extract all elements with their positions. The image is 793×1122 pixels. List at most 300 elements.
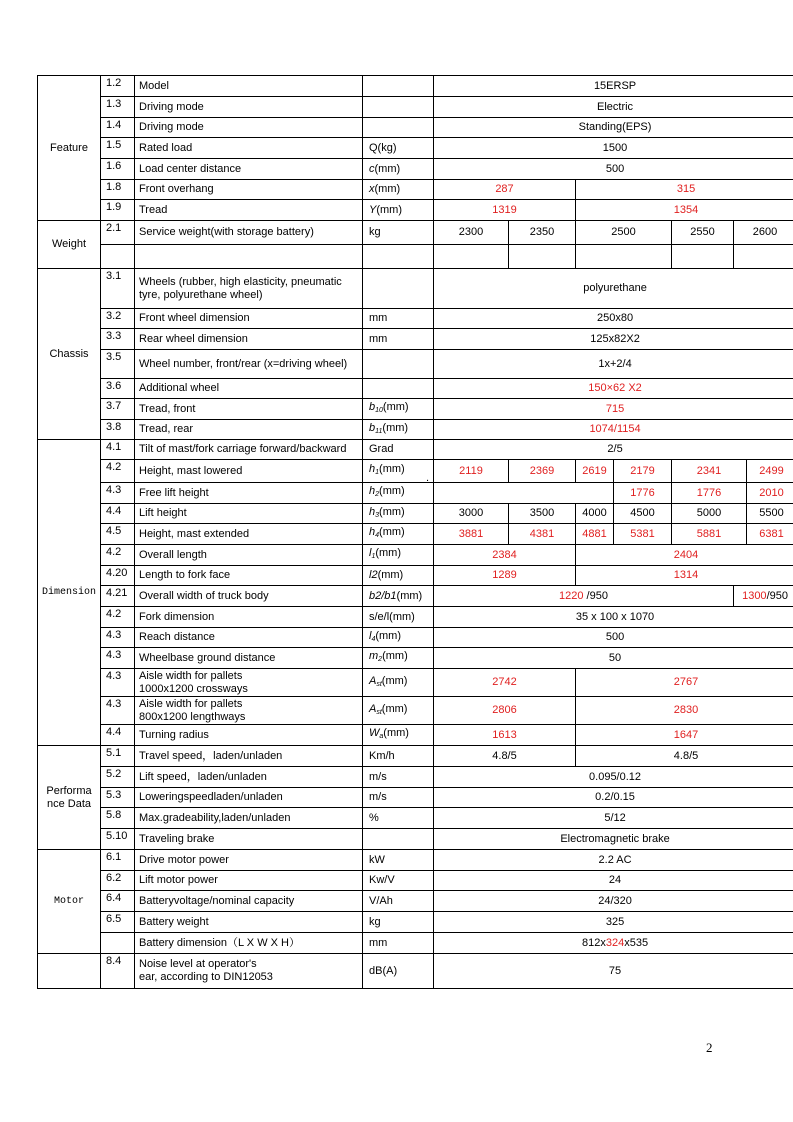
table-row xyxy=(38,871,793,891)
value-cell: 4500 xyxy=(614,504,672,524)
section-empty xyxy=(38,954,101,989)
value-cell: Standing(EPS) xyxy=(434,118,793,138)
item-number: 3.8 xyxy=(101,420,135,440)
value-cell: 2341 xyxy=(672,460,747,483)
item-number: 6.5 xyxy=(101,912,135,933)
unit-cell xyxy=(363,97,434,118)
table-row xyxy=(38,628,793,648)
unit-subscript: st xyxy=(376,708,382,716)
value-cell: 1776 xyxy=(614,483,672,504)
empty-cell xyxy=(363,245,434,269)
item-number: 5.8 xyxy=(101,808,135,829)
unit-suffix: (mm) xyxy=(379,463,405,475)
table-row xyxy=(38,221,793,245)
item-number: 4.2 xyxy=(101,545,135,566)
section-chassis: Chassis xyxy=(38,269,101,440)
item-number: 1.9 xyxy=(101,200,135,221)
unit-cell xyxy=(363,566,434,586)
item-number: 1.4 xyxy=(101,118,135,138)
unit-cell: kg xyxy=(363,912,434,933)
value-cell: 250x80 xyxy=(434,309,793,329)
empty-cell xyxy=(434,245,509,269)
item-number: 4.21 xyxy=(101,586,135,607)
unit-subscript: 11 xyxy=(375,427,383,435)
value-cell: 2119 xyxy=(434,460,509,483)
item-label: Batteryvoltage/nominal capacity xyxy=(135,891,363,912)
empty-cell xyxy=(576,245,672,269)
item-number: 4.3 xyxy=(101,483,135,504)
value-cell: 35 x 100 x 1070 xyxy=(434,607,793,628)
table-row xyxy=(38,829,793,850)
item-label: Model xyxy=(135,76,363,97)
value-cell: 1x+2/4 xyxy=(434,350,793,379)
unit-subscript: 2 xyxy=(375,491,380,498)
unit-cell: m/s xyxy=(363,767,434,788)
unit-subscript: 10 xyxy=(375,407,383,414)
value-cell: 1289 xyxy=(434,566,576,586)
table-row xyxy=(38,138,793,159)
item-label: Height, mast extended xyxy=(135,524,363,545)
item-number: 4.3 xyxy=(101,669,135,697)
table-row xyxy=(38,76,793,97)
value-cell: 1319 xyxy=(434,200,576,221)
unit-suffix: (mm) xyxy=(379,505,405,518)
value-suffix: /950 xyxy=(766,589,788,602)
value-cell: 5381 xyxy=(614,524,672,545)
value-cell: 1776 xyxy=(672,483,747,504)
value-cell: 2806 xyxy=(434,697,576,725)
value-cell: 2300 xyxy=(434,221,509,245)
value-cell: 4881 xyxy=(576,524,614,545)
unit-subscript: 2 xyxy=(378,656,383,663)
item-number: 1.8 xyxy=(101,180,135,200)
item-number: 1.6 xyxy=(101,159,135,180)
table-row xyxy=(38,97,793,118)
table-row xyxy=(38,545,793,566)
item-label: Length to fork face xyxy=(135,566,363,586)
value-cell: 4.8/5 xyxy=(576,746,793,767)
item-number: 3.6 xyxy=(101,379,135,399)
table-row xyxy=(38,912,793,933)
value-cell: 1314 xyxy=(576,566,793,586)
table-row xyxy=(38,697,793,725)
item-label: Tilt of mast/fork carriage forward/backward xyxy=(135,440,363,460)
unit-suffix: (mm) xyxy=(375,547,402,559)
unit-symbol: l xyxy=(369,547,372,559)
value-cell: 1500 xyxy=(434,138,793,159)
item-number: 4.3 xyxy=(101,628,135,648)
empty-cell xyxy=(509,245,576,269)
section-performance: Performa nce Data xyxy=(38,746,101,850)
value-cell: 2010 xyxy=(747,483,793,504)
item-label-line: Aisle width for pallets xyxy=(139,669,243,682)
unit-symbol: b xyxy=(369,421,376,434)
value-cell: polyurethane xyxy=(434,269,793,309)
item-number: 5.10 xyxy=(101,829,135,850)
item-label: Front overhang xyxy=(135,180,363,200)
item-label: Loweringspeedladen/unladen xyxy=(135,788,363,808)
item-label xyxy=(135,669,363,697)
unit-cell xyxy=(363,669,434,697)
table-row xyxy=(38,200,793,221)
item-label: Driving mode xyxy=(135,97,363,118)
table-row xyxy=(38,954,793,989)
table-row xyxy=(38,329,793,350)
value-cell: 2742 xyxy=(434,669,576,697)
unit-suffix: (mm) xyxy=(379,485,405,497)
item-number xyxy=(101,933,135,954)
unit-suffix: (mm) xyxy=(375,629,402,642)
table-row xyxy=(38,350,793,379)
value-cell: Electromagnetic brake xyxy=(434,829,793,850)
value-cell: 2179 xyxy=(614,460,672,483)
item-label: Reach distance xyxy=(135,628,363,648)
table-row xyxy=(38,788,793,808)
value-cell: 5000 xyxy=(672,504,747,524)
unit-suffix: (mm) xyxy=(382,421,409,434)
section-dimension: Dimension xyxy=(38,440,101,746)
unit-cell: kg xyxy=(363,221,434,245)
unit-cell: V/Ah xyxy=(363,891,434,912)
value-cell: 24/320 xyxy=(434,891,793,912)
unit-cell: dB(A) xyxy=(363,954,434,989)
table-row xyxy=(38,808,793,829)
table-row xyxy=(38,933,793,954)
value-cell: 715 xyxy=(434,399,793,420)
unit-symbol: Y xyxy=(369,203,377,216)
unit-cell xyxy=(363,180,434,200)
unit-suffix: (mm) xyxy=(382,401,409,413)
unit-symbol: A xyxy=(369,702,377,715)
unit-suffix: (mm) xyxy=(396,589,423,602)
item-label: Wheels (rubber, high elasticity, pneumatic tyre, polyurethane wheel) xyxy=(135,269,363,309)
unit-cell xyxy=(363,379,434,399)
value-cell: 4.8/5 xyxy=(434,746,576,767)
item-label: Drive motor power xyxy=(135,850,363,871)
unit-symbol: h xyxy=(369,485,376,497)
item-label xyxy=(135,697,363,725)
unit-symbol: b xyxy=(369,401,376,413)
table-row xyxy=(38,767,793,788)
value-cell: Electric xyxy=(434,97,793,118)
unit-subscript: 4 xyxy=(371,635,376,643)
value-cell: 1354 xyxy=(576,200,793,221)
unit-cell xyxy=(363,200,434,221)
unit-cell xyxy=(363,504,434,524)
unit-cell: Q(kg) xyxy=(363,138,434,159)
table-row xyxy=(38,504,793,524)
unit-cell xyxy=(363,460,434,483)
item-number: 4.4 xyxy=(101,504,135,524)
unit-symbol: h xyxy=(369,526,376,538)
item-label-line: 1000x1200 crossways xyxy=(139,682,248,695)
table-row xyxy=(38,399,793,420)
value-cell: 5/12 xyxy=(434,808,793,829)
unit-cell xyxy=(363,545,434,566)
table-row xyxy=(38,420,793,440)
value-cell: 2/5 xyxy=(434,440,793,460)
item-number: 4.1 xyxy=(101,440,135,460)
item-label xyxy=(135,954,363,989)
item-label: Load center distance xyxy=(135,159,363,180)
unit-cell: m/s xyxy=(363,788,434,808)
unit-subscript: 1 xyxy=(371,553,376,560)
value-suffix: x535 xyxy=(624,936,649,949)
unit-symbol: l xyxy=(369,629,372,642)
table-row xyxy=(38,746,793,767)
unit-suffix: (mm) xyxy=(381,702,408,715)
unit-cell: Grad xyxy=(363,440,434,460)
unit-symbol: c xyxy=(369,162,375,175)
item-label: Wheelbase ground distance xyxy=(135,648,363,669)
value-cell: 6381 xyxy=(747,524,793,545)
item-number: 3.1 xyxy=(101,269,135,309)
item-label: Service weight(with storage battery) xyxy=(135,221,363,245)
item-label: Free lift height xyxy=(135,483,363,504)
item-label: Turning radius xyxy=(135,725,363,746)
item-number: 1.5 xyxy=(101,138,135,159)
value-cell: 3000 xyxy=(434,504,509,524)
table-row xyxy=(38,725,793,746)
item-label: Overall width of truck body xyxy=(135,586,363,607)
item-number: 1.3 xyxy=(101,97,135,118)
unit-suffix: (mm) xyxy=(383,727,409,739)
value-cell: 2499 xyxy=(747,460,793,483)
value-cell: 24 xyxy=(434,871,793,891)
item-number: 4.5 xyxy=(101,524,135,545)
unit-suffix: (mm) xyxy=(382,650,408,662)
unit-suffix: (mm) xyxy=(377,569,404,581)
value-cell xyxy=(434,586,734,607)
value-highlight: 1300 xyxy=(742,589,767,602)
item-number: 4.3 xyxy=(101,648,135,669)
unit-cell: % xyxy=(363,808,434,829)
unit-cell xyxy=(363,76,434,97)
table-row xyxy=(38,440,793,460)
item-label: Overall length xyxy=(135,545,363,566)
value-cell: 2830 xyxy=(576,697,793,725)
value-cell: 150×62 X2 xyxy=(434,379,793,399)
unit-suffix: (mm) xyxy=(379,526,405,538)
item-label: Wheel number, front/rear (x=driving wheel) xyxy=(135,350,363,379)
value-cell: 3881 xyxy=(434,524,509,545)
item-label: Max.gradeability,laden/unladen xyxy=(135,808,363,829)
value-cell: 2369 xyxy=(509,460,576,483)
value-cell: 2619 xyxy=(576,460,614,483)
item-number: 6.2 xyxy=(101,871,135,891)
value-cell: 125x82X2 xyxy=(434,329,793,350)
unit-symbol: b2/b1 xyxy=(369,589,397,602)
item-number: 3.7 xyxy=(101,399,135,420)
value-cell: 2600 xyxy=(734,221,793,245)
value-highlight: 1220 xyxy=(559,589,584,602)
item-label: Lift speed，laden/unladen xyxy=(135,767,363,788)
item-label: Tread, rear xyxy=(135,420,363,440)
item-label: Fork dimension xyxy=(135,607,363,628)
empty-cell xyxy=(734,245,793,269)
item-number: 4.20 xyxy=(101,566,135,586)
item-label-line: Aisle width for pallets xyxy=(139,697,243,710)
unit-cell: Km/h xyxy=(363,746,434,767)
unit-cell: mm xyxy=(363,329,434,350)
table-row xyxy=(38,460,793,483)
item-number: 4.2 xyxy=(101,607,135,628)
value-prefix: 812x xyxy=(582,936,606,949)
value-cell: 4000 xyxy=(576,504,614,524)
unit-cell xyxy=(363,159,434,180)
value-cell: 315 xyxy=(576,180,793,200)
item-label-line: ear, according to DIN12053 xyxy=(139,971,273,983)
unit-subscript: a xyxy=(379,733,384,740)
item-label: Height, mast lowered xyxy=(135,460,363,483)
value-cell: 50 xyxy=(434,648,793,669)
spec-table xyxy=(37,75,793,989)
unit-cell xyxy=(363,628,434,648)
value-cell: 75 xyxy=(434,954,793,989)
item-number: 4.3 xyxy=(101,697,135,725)
unit-cell xyxy=(363,829,434,850)
unit-subscript: st xyxy=(376,680,382,688)
table-row xyxy=(38,586,793,607)
unit-cell xyxy=(363,524,434,545)
unit-cell: mm xyxy=(363,309,434,329)
table-row xyxy=(38,159,793,180)
item-label: Battery weight xyxy=(135,912,363,933)
value-suffix: /950 xyxy=(583,589,608,602)
item-number: 1.2 xyxy=(101,76,135,97)
item-label: Travel speed，laden/unladen xyxy=(135,746,363,767)
value-cell: 3500 xyxy=(509,504,576,524)
item-number: 3.2 xyxy=(101,309,135,329)
unit-cell: mm xyxy=(363,933,434,954)
unit-cell: kW xyxy=(363,850,434,871)
item-label: Rated load xyxy=(135,138,363,159)
stray-dot: . xyxy=(426,472,430,484)
unit-cell xyxy=(363,399,434,420)
empty-cell xyxy=(672,245,734,269)
value-cell: 2404 xyxy=(576,545,793,566)
unit-subscript: 4 xyxy=(375,532,380,539)
value-cell: 0.095/0.12 xyxy=(434,767,793,788)
table-row xyxy=(38,379,793,399)
value-cell: 2550 xyxy=(672,221,734,245)
unit-cell xyxy=(363,725,434,746)
item-label: Tread xyxy=(135,200,363,221)
table-row xyxy=(38,669,793,697)
table-row xyxy=(38,648,793,669)
item-number: 6.4 xyxy=(101,891,135,912)
section-feature: Feature xyxy=(38,76,101,221)
unit-cell xyxy=(363,420,434,440)
unit-cell xyxy=(363,586,434,607)
item-label-line: Noise level at operator's xyxy=(139,958,257,970)
unit-subscript: 1 xyxy=(375,469,380,476)
value-cell xyxy=(434,933,793,954)
item-number: 8.4 xyxy=(101,954,135,989)
table-row xyxy=(38,118,793,138)
value-highlight: 324 xyxy=(605,936,625,949)
table-row xyxy=(38,269,793,309)
unit-cell xyxy=(363,269,434,309)
value-cell: 15ERSP xyxy=(434,76,793,97)
unit-cell xyxy=(363,483,434,504)
page-number: 2 xyxy=(706,1040,713,1055)
table-row xyxy=(38,566,793,586)
value-cell: 2384 xyxy=(434,545,576,566)
unit-symbol: l2 xyxy=(369,569,378,581)
item-label: Tread, front xyxy=(135,399,363,420)
item-label: Front wheel dimension xyxy=(135,309,363,329)
item-number: 5.3 xyxy=(101,788,135,808)
item-number: 6.1 xyxy=(101,850,135,871)
value-cell: 500 xyxy=(434,628,793,648)
unit-symbol: A xyxy=(369,674,377,687)
table-row xyxy=(38,180,793,200)
unit-cell xyxy=(363,697,434,725)
value-cell: 287 xyxy=(434,180,576,200)
table-row xyxy=(38,891,793,912)
value-cell: 0.2/0.15 xyxy=(434,788,793,808)
item-label: Additional wheel xyxy=(135,379,363,399)
section-weight: Weight xyxy=(38,221,101,269)
unit-suffix: (mm) xyxy=(376,203,402,216)
value-cell: 500 xyxy=(434,159,793,180)
value-cell: 5881 xyxy=(672,524,747,545)
unit-symbol: h xyxy=(369,505,376,518)
value-cell: 5500 xyxy=(747,504,793,524)
value-cell: 2.2 AC xyxy=(434,850,793,871)
empty-cell xyxy=(135,245,363,269)
table-row xyxy=(38,524,793,545)
unit-cell xyxy=(363,118,434,138)
value-cell: 325 xyxy=(434,912,793,933)
item-label: Lift height xyxy=(135,504,363,524)
unit-symbol: x xyxy=(369,183,375,195)
item-label: Battery dimension（L X W X H） xyxy=(135,933,363,954)
value-cell xyxy=(734,586,793,607)
item-label-line: 800x1200 lengthways xyxy=(139,710,246,723)
unit-cell: s/e/l(mm) xyxy=(363,607,434,628)
unit-suffix: (mm) xyxy=(374,183,401,195)
item-number: 5.2 xyxy=(101,767,135,788)
value-cell: 1613 xyxy=(434,725,576,746)
table-row xyxy=(38,309,793,329)
unit-cell: Kw/V xyxy=(363,871,434,891)
table-row xyxy=(38,850,793,871)
table-row xyxy=(38,607,793,628)
value-cell: 1647 xyxy=(576,725,793,746)
item-number: 2.1 xyxy=(101,221,135,245)
item-label: Driving mode xyxy=(135,118,363,138)
item-number: 4.4 xyxy=(101,725,135,746)
table-row xyxy=(38,483,793,504)
unit-suffix: (mm) xyxy=(374,162,401,175)
empty-cell xyxy=(101,245,135,269)
unit-symbol: h xyxy=(369,463,376,475)
unit-cell xyxy=(363,648,434,669)
item-number: 3.3 xyxy=(101,329,135,350)
unit-symbol: W xyxy=(369,727,380,739)
section-motor: Motor xyxy=(38,850,101,954)
unit-suffix: (mm) xyxy=(381,674,408,687)
value-cell: 2350 xyxy=(509,221,576,245)
item-number: 3.5 xyxy=(101,350,135,379)
table-row xyxy=(38,245,793,269)
unit-subscript: 3 xyxy=(375,511,380,519)
value-cell: 2500 xyxy=(576,221,672,245)
empty-cell xyxy=(434,483,614,504)
item-label: Rear wheel dimension xyxy=(135,329,363,350)
